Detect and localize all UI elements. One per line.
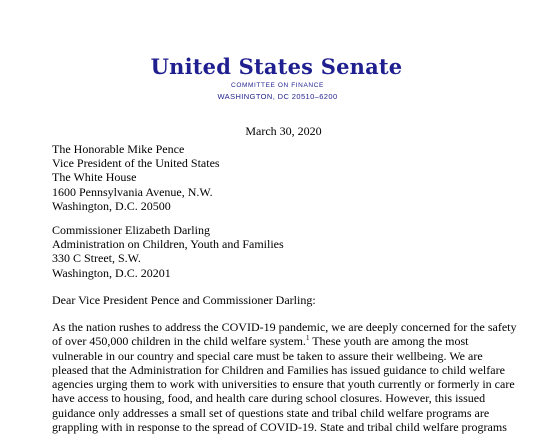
body-line: pleased that the Administration for Children and Families has issued guidance to child welfare	[52, 362, 505, 377]
body-line	[52, 334, 512, 348]
recipient-1-line: The White House	[52, 170, 137, 185]
recipient-1-line: Washington, D.C. 20500	[52, 198, 171, 213]
recipient-block-1	[52, 142, 220, 213]
body-line: As the nation rushes to address the COVID-19 pandemic, we are deeply concerned for the safety	[52, 320, 517, 334]
body-line: grappling with in response to the spread of COVID-19. State and tribal child welfare programs	[52, 420, 507, 435]
recipient-1-line: 1600 Pennsylvania Avenue, N.W.	[52, 184, 213, 199]
recipient-2-line: Commissioner Elizabeth Darling	[52, 223, 210, 237]
recipient-1-line: The Honorable Mike Pence	[52, 142, 185, 156]
salutation: Dear Vice President Pence and Commissioner Darling:	[52, 293, 316, 307]
body-line: agencies urging them to work with universities to ensure that youth currently or formerly in care	[52, 377, 515, 392]
body-line-text: of over 450,000 children in the child welfare system.	[52, 334, 306, 349]
body-line: have access to housing, food, and health care during school closures. However, this issued	[52, 391, 486, 406]
body-line: guidance only addresses a small set of questions state and tribal child welfare programs are	[52, 405, 490, 420]
recipient-block-2	[52, 223, 284, 280]
letterhead	[0, 54, 555, 102]
recipient-2-line: Administration on Children, Youth and Families	[52, 237, 284, 252]
senate-title: United States Senate	[150, 54, 403, 79]
letterhead-address: WASHINGTON, DC 20510–6200	[217, 92, 338, 101]
body-line-text: These youth are among the most	[309, 334, 469, 349]
letter-body	[52, 320, 517, 435]
recipient-2-line: 330 C Street, S.W.	[52, 251, 141, 266]
recipient-2-line: Washington, D.C. 20201	[52, 265, 171, 280]
footnote-marker[interactable]: 1	[305, 334, 310, 343]
committee-name: COMMITTEE ON FINANCE	[231, 82, 324, 89]
recipient-1-line: Vice President of the United States	[52, 156, 220, 171]
body-line: vulnerable in our country and special care must be taken to assure their wellbeing. We are	[52, 348, 483, 363]
letter-date: March 30, 2020	[245, 124, 322, 138]
